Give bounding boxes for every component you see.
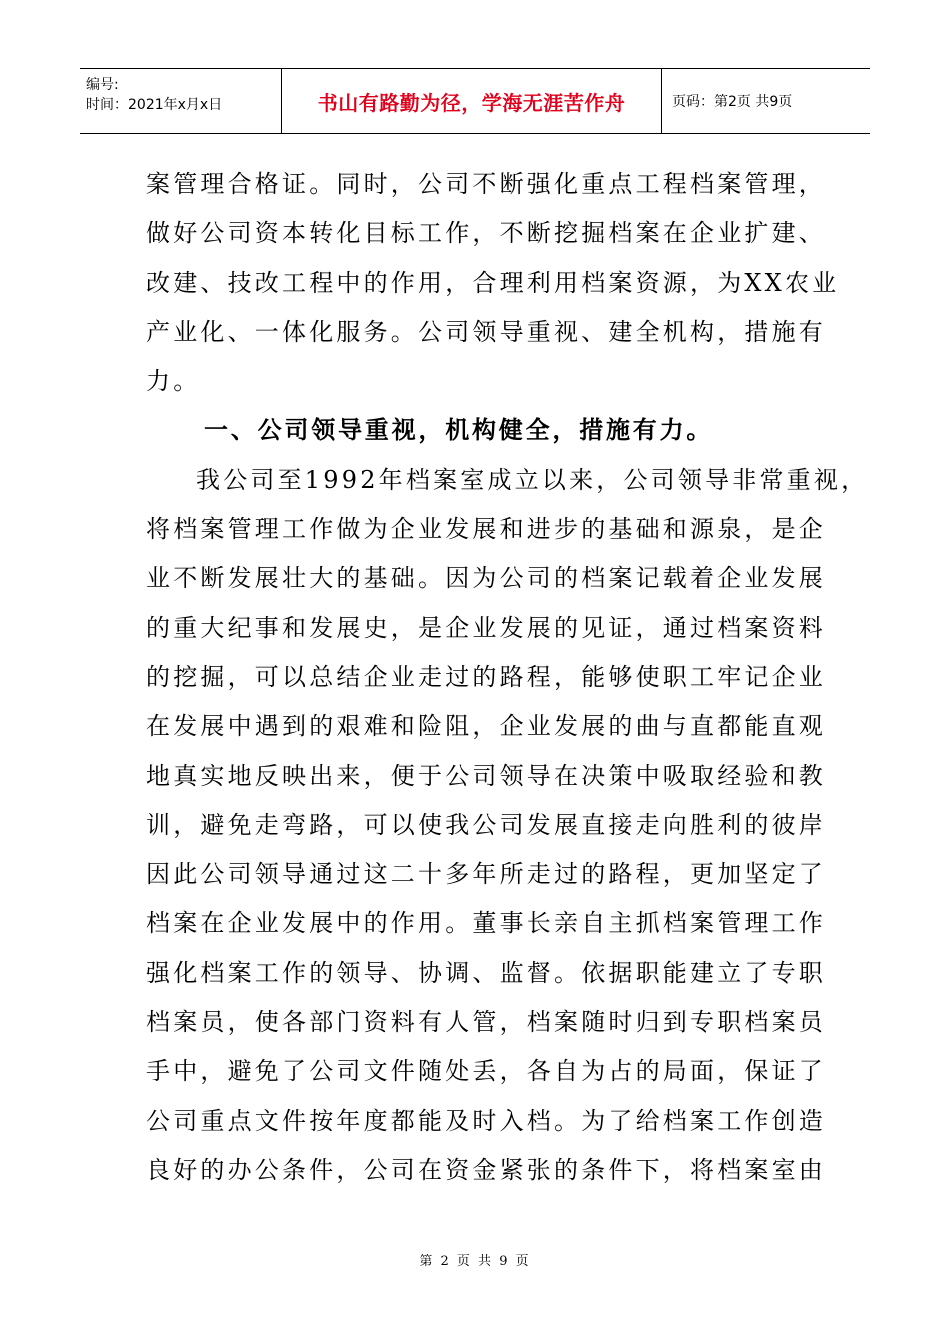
motto-text: 书山有路勤为径，学海无涯苦作舟 bbox=[317, 90, 626, 115]
header-meta-cell bbox=[80, 69, 282, 133]
page-code: 页码：第2页 共9页 bbox=[672, 94, 793, 110]
body-line: 档案在企业发展中的作用。董事长亲自主抓档案管理工作 bbox=[146, 909, 826, 938]
time-label: 时间：2021年x月x日 bbox=[86, 97, 223, 113]
body-line: 我公司至1992年档案室成立以来，公司领导非常重视， bbox=[196, 465, 869, 494]
body-line: 公司重点文件按年度都能及时入档。为了给档案工作创造 bbox=[146, 1106, 826, 1135]
footer-page-number: 第 2 页 共 9 页 bbox=[419, 1254, 531, 1269]
body-line: 业不断发展壮大的基础。因为公司的档案记载着企业发展 bbox=[146, 564, 826, 593]
document-body bbox=[146, 160, 869, 1195]
body-line: 手中，避免了公司文件随处丢，各自为占的局面，保证了 bbox=[146, 1057, 826, 1086]
body-line: 做好公司资本转化目标工作，不断挖掘档案在企业扩建、 bbox=[146, 219, 826, 248]
body-line: 良好的办公条件，公司在资金紧张的条件下，将档案室由 bbox=[146, 1155, 826, 1184]
section-heading: 一、公司领导重视，机构健全，措施有力。 bbox=[204, 416, 714, 445]
page-header bbox=[80, 68, 870, 134]
body-line: 案管理合格证。同时，公司不断强化重点工程档案管理， bbox=[146, 170, 826, 198]
body-line: 因此公司领导通过这二十多年所走过的路程，更加坚定了 bbox=[146, 860, 826, 889]
body-line: 档案员，使各部门资料有人管，档案随时归到专职档案员 bbox=[146, 1008, 826, 1037]
body-line: 将档案管理工作做为企业发展和进步的基础和源泉，是企 bbox=[146, 515, 826, 544]
body-line: 地真实地反映出来，便于公司领导在决策中吸取经验和教 bbox=[146, 761, 826, 790]
body-line: 改建、技改工程中的作用，合理利用档案资源，为XX农业 bbox=[146, 268, 840, 297]
body-line: 力。 bbox=[146, 367, 201, 396]
body-line: 产业化、一体化服务。公司领导重视、建全机构，措施有 bbox=[146, 317, 826, 346]
body-line: 强化档案工作的领导、协调、监督。依据职能建立了专职 bbox=[146, 958, 826, 987]
body-line: 的挖掘，可以总结企业走过的路程，能够使职工牢记企业 bbox=[146, 662, 826, 691]
body-line: 在发展中遇到的艰难和险阻，企业发展的曲与直都能直观 bbox=[146, 712, 826, 741]
number-label: 编号: bbox=[86, 77, 119, 93]
header-motto-cell bbox=[282, 69, 662, 133]
header-page-cell bbox=[662, 69, 870, 133]
body-line: 训，避免走弯路，可以使我公司发展直接走向胜利的彼岸 bbox=[146, 810, 826, 839]
page-footer bbox=[0, 1250, 950, 1269]
body-line: 的重大纪事和发展史，是企业发展的见证，通过档案资料 bbox=[146, 613, 826, 642]
